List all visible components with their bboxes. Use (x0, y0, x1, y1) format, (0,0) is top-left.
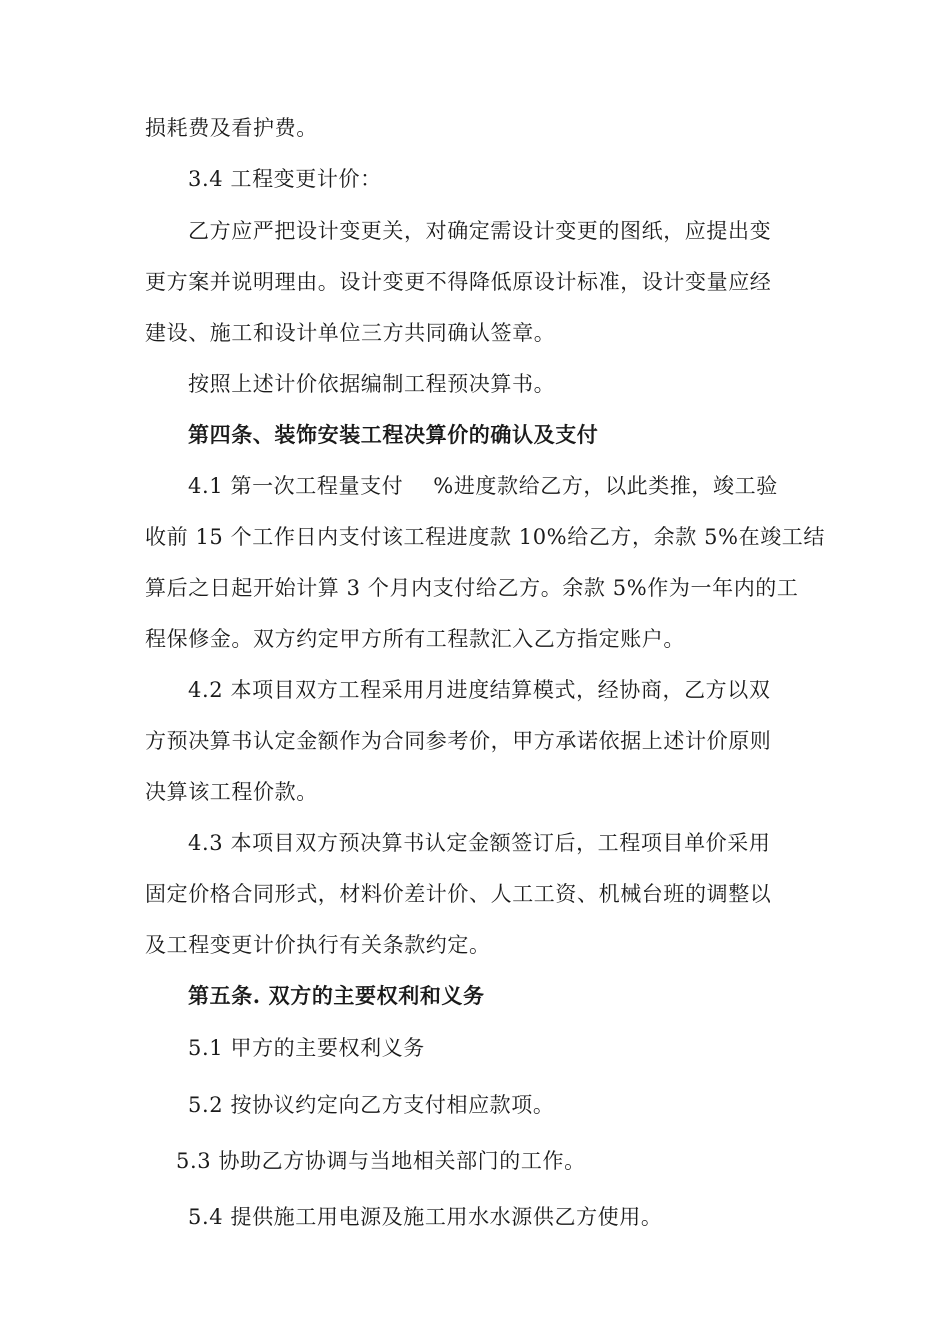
text-line-3: 乙方应严把设计变更关，对确定需设计变更的图纸，应提出变 (188, 219, 772, 243)
clause-4-2-line-3: 决算该工程价款。 (145, 780, 318, 804)
clause-4-3-line-1: 4.3 本项目双方预决算书认定金额签订后，工程项目单价采用 (188, 831, 771, 855)
clause-5-2: 5.2 按协议约定向乙方支付相应款项。 (188, 1093, 555, 1117)
section-3-4-heading: 3.4 工程变更计价： (188, 167, 382, 191)
clause-4-1-cont: %进度款给乙方，以此类推，竣工验 (433, 474, 778, 498)
clause-4-1-line-2: 收前 15 个工作日内支付该工程进度款 10%给乙方，余款 5%在竣工结 (145, 525, 826, 549)
clause-5-1: 5.1 甲方的主要权利义务 (188, 1036, 425, 1060)
clause-4-2-line-2: 方预决算书认定金额作为合同参考价，甲方承诺依据上述计价原则 (145, 729, 772, 753)
clause-4-3-line-2: 固定价格合同形式，材料价差计价、人工工资、机械台班的调整以 (145, 882, 772, 906)
clause-4-1-line-3: 算后之日起开始计算 3 个月内支付给乙方。余款 5%作为一年内的工 (145, 576, 799, 600)
text-line-4: 更方案并说明理由。设计变更不得降低原设计标准，设计变量应经 (145, 270, 772, 294)
text-line-5: 建设、施工和设计单位三方共同确认签章。 (145, 321, 556, 345)
clause-4-1-line-1 (188, 471, 778, 501)
clause-5-3: 5.3 协助乙方协调与当地相关部门的工作。 (176, 1149, 586, 1173)
clause-4-1-line-4: 程保修金。双方约定甲方所有工程款汇入乙方指定账户。 (145, 627, 685, 651)
clause-4-1-start: 4.1 第一次工程量支付 (188, 474, 404, 498)
text-line-6: 按照上述计价依据编制工程预决算书。 (188, 372, 556, 396)
article-4-heading: 第四条、装饰安装工程决算价的确认及支付 (188, 422, 599, 447)
text-line-1: 损耗费及看护费。 (145, 116, 318, 140)
clause-4-3-line-3: 及工程变更计价执行有关条款约定。 (145, 933, 491, 957)
article-5-heading: 第五条. 双方的主要权利和义务 (188, 983, 485, 1008)
clause-5-4: 5.4 提供施工用电源及施工用水水源供乙方使用。 (188, 1205, 663, 1229)
clause-4-2-line-1: 4.2 本项目双方工程采用月进度结算模式，经协商，乙方以双 (188, 678, 771, 702)
